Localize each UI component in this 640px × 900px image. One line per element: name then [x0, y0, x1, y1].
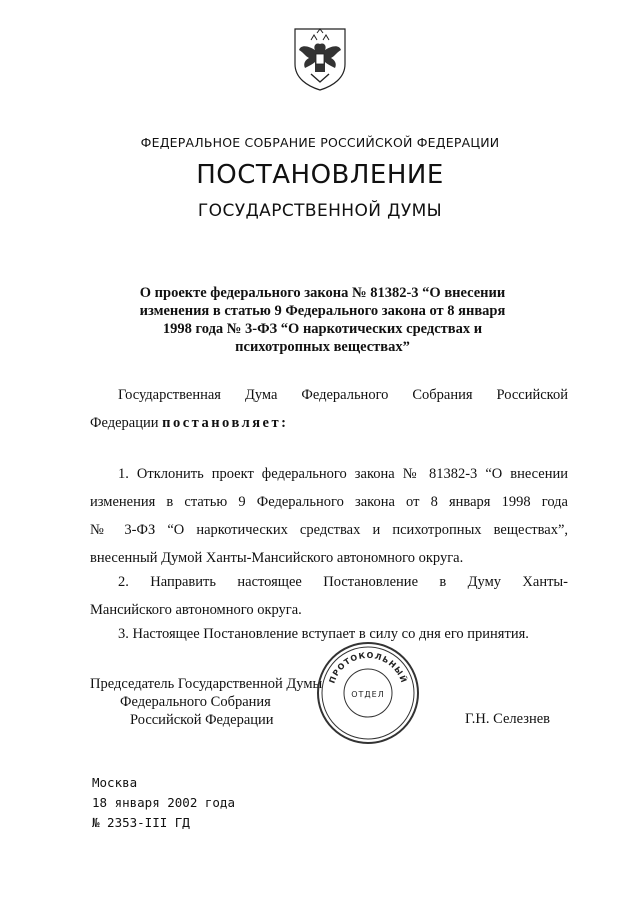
resolution-subject [120, 284, 525, 356]
place-date-number [92, 773, 235, 833]
item-2-paragraph [90, 568, 568, 624]
subject-line: психотропных веществах” [235, 339, 410, 355]
item-3-line: 3. Настоящее Постановление вступает в силу со дня его принятия. [118, 626, 529, 642]
signature-title-line: Федерального Собрания [120, 694, 271, 710]
item-2-line: 2. Направить настоящее Постановление в Думу Ханты- [118, 574, 568, 590]
russian-coat-of-arms-icon [291, 26, 349, 92]
preamble-line [90, 409, 568, 437]
signature-title-line: Российской Федерации [130, 712, 274, 728]
stamp-center: ОТДЕЛ [351, 690, 385, 699]
item-1-paragraph [90, 460, 568, 572]
document-issuer: ГОСУДАРСТВЕННОЙ ДУМЫ [197, 201, 443, 221]
svg-text:ПРОТОКОЛЬНЫЙ [327, 651, 410, 685]
subject-line: 1998 года № 3-ФЗ “О наркотических средствах и [162, 321, 483, 337]
item-1-line: изменения в статью 9 Федерального закона от 8 января 1998 года [90, 494, 568, 510]
date: 18 января 2002 года [92, 795, 235, 810]
signature-title-line: Председатель Государственной Думы [90, 676, 323, 692]
signature-title [90, 675, 340, 729]
organization-header: ФЕДЕРАЛЬНОЕ СОБРАНИЕ РОССИЙСКОЙ ФЕДЕРАЦИИ [140, 135, 500, 150]
item-1-line: № 3-ФЗ “О наркотических средствах и психотропных веществах”, [90, 522, 568, 538]
document-type: ПОСТАНОВЛЕНИЕ [196, 160, 444, 190]
preamble-paragraph [90, 381, 568, 437]
item-1-line: 1. Отклонить проект федерального закона № 81382-3 “О внесении [118, 466, 568, 482]
round-stamp-icon [315, 640, 421, 746]
preamble-text: Федерации [90, 415, 159, 431]
preamble-verb: постановляет: [162, 415, 289, 431]
item-2-line: Мансийского автономного округа. [90, 602, 302, 618]
subject-line: изменения в статью 9 Федерального закона от 8 января [139, 303, 506, 319]
city: Москва [92, 775, 138, 790]
item-1-line: внесенный Думой Ханты-Мансийского автономного округа. [90, 550, 464, 566]
subject-line: О проекте федерального закона № 81382-3 “О внесении [139, 285, 506, 301]
document-number: № 2353-III ГД [92, 815, 190, 830]
signer-name: Г.Н. Селезнев [465, 711, 550, 727]
stamp-word: ПРОТОКОЛЬНЫЙ [327, 650, 409, 685]
preamble-line: Государственная Дума Федерального Собрания Российской [118, 387, 568, 403]
